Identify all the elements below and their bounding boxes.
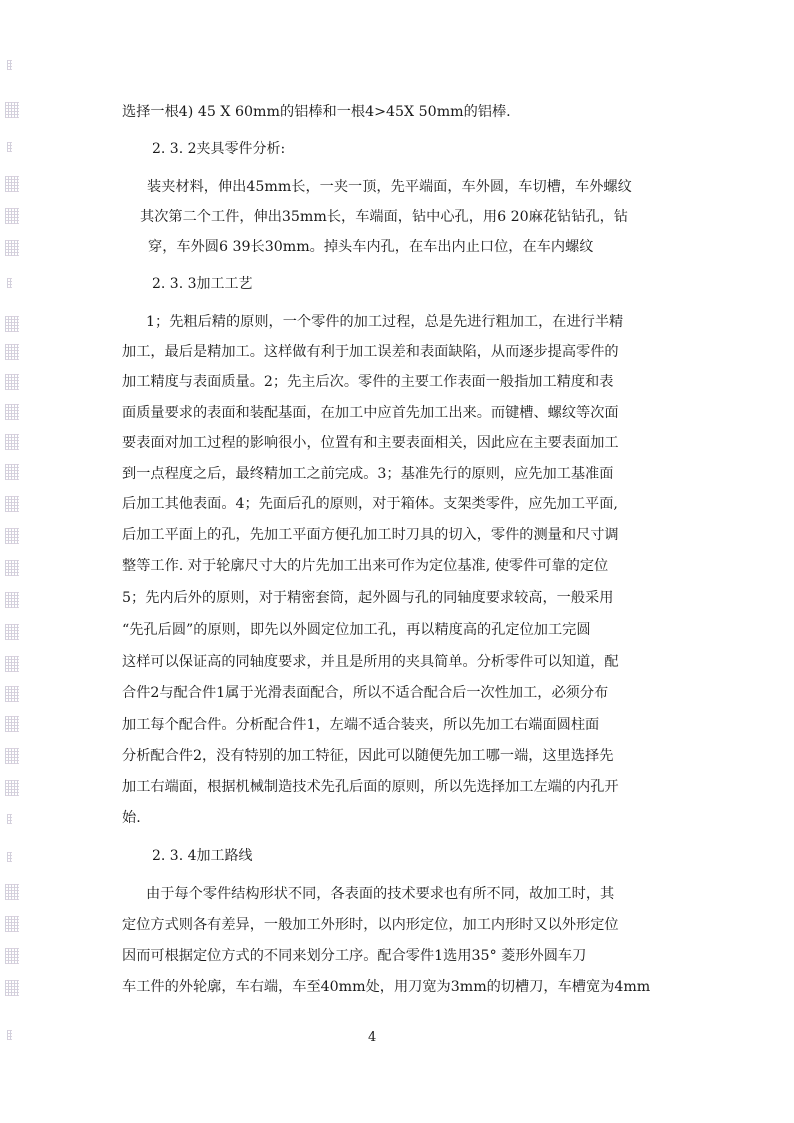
margin-mark — [7, 278, 12, 288]
margin-mark — [5, 916, 19, 932]
body-line: 始. — [122, 810, 141, 826]
body-line: 穿，车外圆6 39长30mm。掉头车内孔，在车出内止口位，在车内螺纹 — [148, 239, 594, 255]
margin-mark — [5, 656, 19, 672]
margin-mark — [5, 884, 19, 900]
page-number: 4 — [368, 1030, 377, 1045]
body-line: 加工右端面，根据机械制造技术先孔后面的原则，所以先选择加工左端的内孔开 — [122, 779, 619, 795]
margin-mark — [7, 60, 12, 70]
margin-mark — [7, 142, 12, 152]
margin-mark — [7, 1030, 12, 1040]
margin-mark — [7, 814, 12, 824]
body-line: “先孔后圆”的原则，即先以外圆定位加工孔，再以精度高的孔定位加工完圆 — [122, 622, 591, 638]
margin-mark — [5, 980, 19, 996]
margin-mark — [5, 560, 19, 576]
body-line: 因而可根据定位方式的不同来划分工序。配合零件1选用35° 菱形外圆车刀 — [122, 948, 587, 964]
body-line: 面质量要求的表面和装配基面，在加工中应首先加工出来。而键槽、螺纹等次面 — [122, 405, 619, 421]
body-line: 后加工平面上的孔，先加工平面方便孔加工时刀具的切入，零件的测量和尺寸调 — [122, 527, 619, 543]
margin-mark — [5, 208, 19, 224]
margin-mark — [5, 686, 19, 702]
body-line: 要表面对加工过程的影响很小，位置有和主要表面相关，因此应在主要表面加工 — [122, 435, 619, 451]
margin-mark — [5, 316, 19, 332]
margin-mark — [5, 592, 19, 608]
margin-mark — [5, 948, 19, 964]
body-line: 到一点程度之后，最终精加工之前完成。3；基准先行的原则，应先加工基准面 — [122, 466, 614, 482]
margin-mark — [7, 852, 12, 862]
body-line: 整等工作. 对于轮廓尺寸大的片先加工出来可作为定位基准, 使零件可靠的定位 — [122, 558, 609, 574]
section-heading: 2. 3. 2夹具零件分析: — [152, 141, 286, 157]
body-line: 装夹材料，伸出45mm长，一夹一顶，先平端面，车外圆，车切槽，车外螺纹 — [147, 179, 632, 195]
body-line: 加工，最后是精加工。这样做有利于加工误差和表面缺陷，从而逐步提高零件的 — [122, 344, 619, 360]
margin-mark — [5, 374, 19, 390]
margin-mark — [5, 528, 19, 544]
body-line: 车工件的外轮廓，车右端，车至40mm处，用刀宽为3mm的切槽刀，车槽宽为4mm — [122, 979, 651, 995]
body-line: 加工精度与表面质量。2；先主后次。零件的主要工作表面一般指加工精度和表 — [122, 374, 614, 390]
margin-mark — [5, 624, 19, 640]
body-line: 分析配合件2，没有特别的加工特征，因此可以随便先加工哪一端，这里选择先 — [122, 748, 614, 764]
margin-mark — [5, 464, 19, 480]
body-line: 选择一根4) 45 X 60mm的铝棒和一根4>45X 50mm的铝棒. — [122, 104, 511, 120]
body-line: 定位方式则各有差异，一般加工外形时，以内形定位，加工内形时又以外形定位 — [122, 917, 619, 933]
body-line: 其次第二个工件，伸出35mm长，车端面，钻中心孔，用6 20麻花钻钻孔，钻 — [140, 209, 628, 225]
body-line: 1；先粗后精的原则，一个零件的加工过程，总是先进行粗加工，在进行半精 — [146, 314, 624, 330]
margin-mark — [5, 176, 19, 192]
margin-mark — [5, 102, 19, 118]
margin-mark — [5, 240, 19, 256]
body-line: 5；先内后外的原则，对于精密套筒，起外圆与孔的同轴度要求较高，一般采用 — [122, 590, 614, 606]
body-line: 合件2与配合件1属于光滑表面配合，所以不适合配合后一次性加工，必须分布 — [122, 685, 609, 701]
body-line: 这样可以保证高的同轴度要求，并且是所用的夹具简单。分析零件可以知道，配 — [122, 654, 619, 670]
body-line: 加工每个配合件。分析配合件1，左端不适合装夹，所以先加工右端面圆柱面 — [122, 717, 600, 733]
margin-mark — [5, 434, 19, 450]
margin-mark — [5, 404, 19, 420]
margin-mark — [5, 748, 19, 764]
margin-mark — [5, 780, 19, 796]
section-heading: 2. 3. 3加工工艺 — [152, 276, 253, 292]
margin-mark — [5, 496, 19, 512]
margin-mark — [5, 344, 19, 360]
section-heading: 2. 3. 4加工路线 — [152, 848, 253, 864]
body-line: 由于每个零件结构形状不同，各表面的技术要求也有所不同，故加工时，其 — [146, 886, 615, 902]
body-line: 后加工其他表面。4；先面后孔的原则，对于箱体。支架类零件，应先加工平面, — [122, 496, 618, 512]
margin-mark — [5, 716, 19, 732]
margin-marks — [0, 0, 40, 1123]
